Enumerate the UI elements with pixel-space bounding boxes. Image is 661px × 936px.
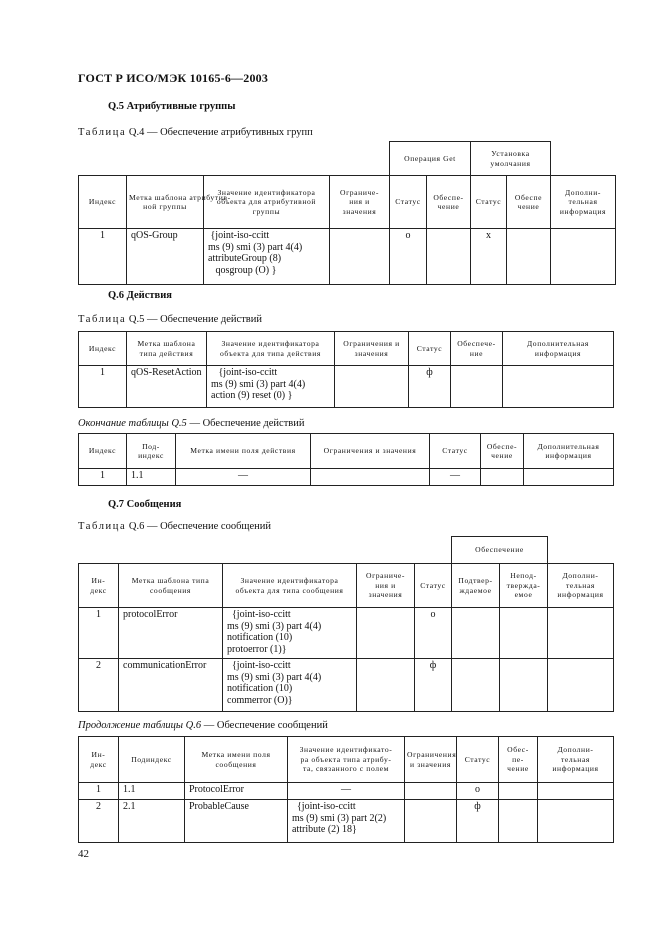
table-row: 1 1.1 — — xyxy=(79,469,614,486)
table-header-row: Индекс Метка шаблона атрибутив- ной группы Значение идентификатора объекта для атрибутивной группы Ограниче- ния и значения Статус Обеспе- чение Статус Обеспе чение Дополни- тельная информация xyxy=(79,176,616,229)
section-title-q7: Q.7 Сообщения xyxy=(108,499,182,510)
section-title-q6: Q.6 Действия xyxy=(108,290,172,301)
table-q5-end xyxy=(78,433,614,486)
table-header-row: Индекс Метка шаблона типа действия Значение идентификатора объекта для типа действия Ограничения и значения Статус Обеспече- ние Дополнительная информация xyxy=(79,332,614,366)
table-q4 xyxy=(78,141,616,285)
table-row: 1 qOS-ResetAction {joint-iso-ccitt ms (9) smi (3) part 4(4) action (9) reset (0) } ф xyxy=(79,366,614,408)
table-row: 1 qOS-Group {joint-iso-ccitt ms (9) smi (3) part 4(4) attributeGroup (8) qosgroup (O) } о x xyxy=(79,229,616,285)
table-q5 xyxy=(78,331,614,408)
table-row: 2 2.1 ProbableCause {joint-iso-ccitt ms (9) smi (3) part 2(2) attribute (2) 18} ф xyxy=(79,800,614,843)
column-group-get: Операция Get xyxy=(390,142,471,176)
table-header-row: Индекс Под- индекс Метка имени поля действия Ограничения и значения Статус Обеспе- чение Дополнительная информация xyxy=(79,434,614,469)
column-group-support: Обеспечение xyxy=(452,537,548,564)
table-caption-q6-cont: Продолжение таблицы Q.6 — Обеспечение сообщений xyxy=(78,720,328,731)
table-header-row: Ин- декс Подиндекс Метка имени поля сообщения Значение идентификато- ра объекта типа атрибу- та, связанного с полем Ограничения и значения Статус Обес- пе- чение Дополни- тельная информация xyxy=(79,737,614,783)
column-group-default: Установка умолчания xyxy=(471,142,551,176)
table-row: 2 communicationError {joint-iso-ccitt ms (9) smi (3) part 4(4) notification (10) commerror (O)} ф xyxy=(79,659,614,712)
table-row: 1 1.1 ProtocolError — о xyxy=(79,783,614,800)
document-header: ГОСТ Р ИСО/МЭК 10165-6—2003 xyxy=(78,71,269,85)
section-title-q5: Q.5 Атрибутивные группы xyxy=(108,101,236,112)
table-caption-q4: Таблица Q.4 — Обеспечение атрибутивных групп xyxy=(78,127,313,138)
page-number: 42 xyxy=(78,848,89,860)
table-caption-q5: Таблица Q.5 — Обеспечение действий xyxy=(78,314,262,325)
table-caption-q5-end: Окончание таблицы Q.5 — Обеспечение действий xyxy=(78,418,305,429)
table-row: 1 protocolError {joint-iso-ccitt ms (9) smi (3) part 4(4) notification (10) protoerror (1)} о xyxy=(79,608,614,659)
table-header-row: Ин- декс Метка шаблона типа сообщения Значение идентификатора объекта для типа сообщения Ограниче- ния и значения Статус Подтвер- ждаемое Непод- твержда- емое Дополни- тельная информация xyxy=(79,564,614,608)
table-q6 xyxy=(78,536,614,712)
table-caption-q6: Таблица Q.6 — Обеспечение сообщений xyxy=(78,521,272,532)
table-q6-cont xyxy=(78,736,614,843)
